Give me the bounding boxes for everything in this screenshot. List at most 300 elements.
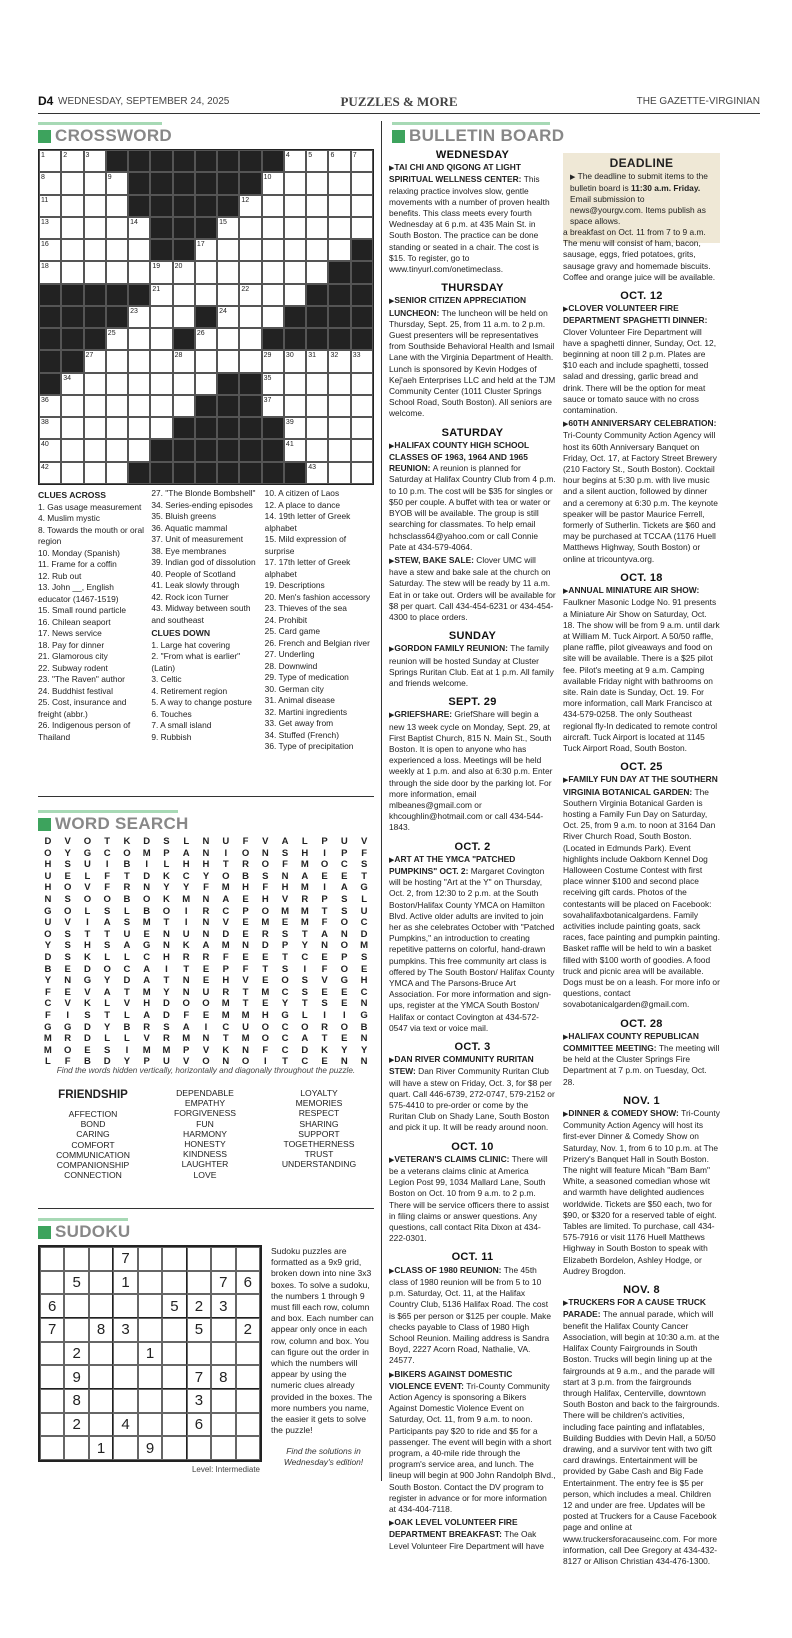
wordsearch-letter: T <box>282 951 288 963</box>
crossword-cell <box>106 373 128 395</box>
crossword-cell <box>61 261 83 283</box>
clue-across: 12. Rub out <box>38 570 82 581</box>
wordsearch-letter: P <box>321 893 328 905</box>
sudoku-cell: 3 <box>113 1318 137 1342</box>
wordsearch-letter: S <box>281 847 289 859</box>
wordlist-word: COMPANIONSHIP <box>56 1160 130 1171</box>
wordsearch-letter: P <box>242 905 249 917</box>
sudoku-cell <box>113 1294 137 1318</box>
crossword-cell <box>84 350 106 372</box>
crossword-cell <box>262 350 284 372</box>
crossword-cell <box>150 261 172 283</box>
clue-across: 25. Cost, insurance and freight (abbr.) <box>38 697 127 719</box>
sudoku-cell <box>162 1247 186 1271</box>
crossword-cell <box>84 261 106 283</box>
sudoku-cell: 6 <box>236 1271 260 1295</box>
sudoku-instructions: Sudoku puzzles are formatted as a 9x9 grid, broken down into nine 3x3 boxes. To solve a sudoku, the numbers 1 through 9 must fill each row, column and box. Each number can appear only once in each row, column and box. You can figure out the order in which the numbers will appear by using the numeric clues already provided in the boxes. The more numbers you name, the easier it gets to solve the puzzle! <box>271 1246 374 1436</box>
wordlist-word: UNDERSTANDING <box>281 1159 357 1170</box>
sudoku-cell: 5 <box>64 1271 88 1295</box>
arrow-icon: ▶ <box>563 1111 569 1119</box>
wordsearch-letter: M <box>142 986 151 998</box>
crossword-cell <box>106 195 128 217</box>
wordsearch-letter: O <box>103 893 111 905</box>
crossword-cell <box>306 261 328 283</box>
bulletin-date-heading: SATURDAY <box>441 426 504 439</box>
wordsearch-letter: U <box>83 859 91 871</box>
bulletin-item-body: The luncheon will be held on Thursday, Sept. 25, from 11 a.m. to 2 p.m. Guest presenters will be representatives from Southside Behavioral Health and Ismail Lane with the Virginia Department of Health. Lunch is sponsored by Kevin Hodges of Kej'aeh Enterprises LLC and held at the TJM Community Center (1011 Cluster Springs School Road, South Boston). All seniors are welcome. <box>389 307 556 419</box>
sudoku-cell <box>162 1271 186 1295</box>
wordsearch-letter: L <box>124 951 130 963</box>
bulletin-item-title: CLASS OF 1980 REUNION: <box>394 1264 504 1275</box>
sudoku-cell <box>64 1247 88 1271</box>
wordsearch-letter: D <box>143 836 151 847</box>
crossword-black-cell <box>61 284 83 306</box>
sudoku-cell <box>211 1436 235 1460</box>
crossword-cell <box>61 217 83 239</box>
wordsearch-letter: Y <box>103 1021 111 1033</box>
wordsearch-letter: S <box>341 893 348 905</box>
clue-down: 6. Touches <box>151 708 192 719</box>
wordsearch-letter: O <box>261 905 269 917</box>
wordsearch-letter: R <box>123 882 131 894</box>
wordsearch-letter: L <box>183 836 190 847</box>
crossword-black-cell <box>173 417 195 439</box>
bulletin-date-heading: OCT. 12 <box>620 290 663 303</box>
clue-across: 18. Pay for dinner <box>38 639 105 650</box>
clue-number: 42 <box>41 463 49 471</box>
wordsearch-letter: M <box>142 917 151 929</box>
wordsearch-letter: M <box>43 1044 52 1056</box>
clue-down: 9. Rubbish <box>151 731 192 742</box>
arrow-icon: ▶ <box>389 1267 395 1275</box>
wordsearch-letter: A <box>182 847 190 859</box>
crossword-title: CROSSWORD <box>38 126 172 146</box>
crossword-cell <box>239 328 261 350</box>
clue-number: 11 <box>41 196 49 204</box>
crossword-cell <box>39 150 61 172</box>
wordsearch-letter: U <box>242 1021 249 1033</box>
clue-across: 10. Monday (Spanish) <box>38 547 120 558</box>
clue-across: 8. Towards the mouth or oral region <box>38 524 144 546</box>
clue-number: 40 <box>41 441 49 449</box>
clue-number: 34 <box>63 374 72 382</box>
crossword-cell <box>195 328 217 350</box>
crossword-cell <box>106 261 128 283</box>
wordsearch-letter: L <box>104 951 111 963</box>
wordsearch-letter: G <box>83 847 92 859</box>
wordsearch-letter: F <box>44 1009 51 1021</box>
clue-across: 15. Small round particle <box>38 605 126 615</box>
bulletin-item-title: TRUCKERS FOR A CAUSE TRUCK PARADE: <box>563 1297 706 1320</box>
bulletin-item <box>563 585 720 754</box>
bulletin-date-heading: OCT. 28 <box>620 1017 663 1030</box>
wordsearch-letter: N <box>202 1033 210 1045</box>
wordsearch-letter: V <box>84 986 91 998</box>
wordsearch-letter: U <box>44 917 52 929</box>
sudoku-cell <box>40 1271 64 1295</box>
wordsearch-letter: E <box>262 951 269 963</box>
crossword-cell <box>284 373 306 395</box>
crossword-black-cell <box>84 328 106 350</box>
wordsearch-letter: K <box>83 951 91 963</box>
wordsearch-letter: A <box>340 882 348 894</box>
sudoku-cell <box>236 1247 260 1271</box>
crossword-cell <box>217 350 239 372</box>
wordsearch-letter: F <box>64 1056 71 1068</box>
wordsearch-letter: L <box>104 1033 111 1045</box>
wordsearch-letter: L <box>124 1009 130 1021</box>
bulletin-item <box>389 162 556 275</box>
wordsearch-letter: O <box>340 963 349 975</box>
crossword-black-cell <box>239 439 261 461</box>
wordsearch-letter: F <box>222 951 229 963</box>
arrow-icon: ▶ <box>389 1520 395 1528</box>
wordsearch-letter: S <box>281 928 289 940</box>
crossword-cell <box>284 284 306 306</box>
wordsearch-letter: M <box>142 847 151 859</box>
wordsearch-letter: I <box>86 917 89 929</box>
clue-number: 22 <box>241 285 250 293</box>
crossword-cell <box>84 462 106 484</box>
wordsearch-letter: R <box>242 859 249 871</box>
wordlist-column-1 <box>38 1088 148 1180</box>
wordsearch-letter: H <box>261 1009 269 1021</box>
crossword-black-cell <box>84 306 106 328</box>
wordsearch-letter: U <box>222 836 230 847</box>
wordsearch-letter: I <box>184 905 188 917</box>
wordsearch-letter: N <box>64 975 72 987</box>
sudoku-cell <box>113 1342 137 1366</box>
bulletin-item-body: GriefShare will begin a new 13 week cycle on Monday, Sept. 29, at First Baptist Church, 815 N. Main St., South Boston. It is open to anyone who has experienced a loss. Meetings will be held weekly at 1 p.m. and also at 6:30 p.m. Enter through the side door by the parking lot. For more information, email mlbeanes@gmail.com or khcoughlin@hotmail.com or call 434-544-1843. <box>389 709 553 833</box>
wordsearch-letter: P <box>341 847 348 859</box>
wordsearch-letter: D <box>83 963 91 975</box>
crossword-cell <box>351 373 373 395</box>
wordsearch-title: WORD SEARCH <box>38 814 189 834</box>
crossword-cell <box>106 350 128 372</box>
crossword-black-cell <box>61 306 83 328</box>
wordsearch-letter: E <box>341 986 348 998</box>
clue-number: 21 <box>152 285 161 293</box>
crossword-black-cell <box>195 195 217 217</box>
wordsearch-letter: H <box>83 940 91 952</box>
crossword-black-cell <box>217 395 239 417</box>
crossword-cell <box>128 395 150 417</box>
wordsearch-letter: M <box>300 905 309 917</box>
bulletin-date-heading: NOV. 8 <box>623 1284 660 1297</box>
sudoku-cell <box>138 1365 162 1389</box>
wordlist-word: HARMONY <box>183 1128 227 1139</box>
wordsearch-letter: T <box>104 1009 111 1021</box>
wordsearch-letter: I <box>323 1009 326 1021</box>
wordsearch-letter: U <box>44 870 52 882</box>
bulletin-item-title: GORDON FAMILY REUNION: <box>394 643 511 654</box>
crossword-cell <box>61 395 83 417</box>
crossword-cell <box>84 373 106 395</box>
sudoku-level: Level: Intermediate <box>191 1465 260 1474</box>
bulletin-date-heading: OCT. 25 <box>620 761 663 774</box>
wordsearch-letter: V <box>281 893 289 905</box>
wordsearch-letter: I <box>263 1056 267 1068</box>
wordsearch-letter: D <box>103 1056 111 1068</box>
bulletin-date-heading: SUNDAY <box>448 630 497 643</box>
wordlist-word: TRUST <box>304 1149 334 1160</box>
wordsearch-letter: M <box>182 1033 191 1045</box>
crossword-cell <box>150 417 172 439</box>
clue-across: 17. News service <box>38 628 102 638</box>
crossword-cell <box>61 417 83 439</box>
sudoku-cell <box>211 1318 235 1342</box>
crossword-cell <box>128 217 150 239</box>
crossword-cell <box>217 261 239 283</box>
crossword-black-cell <box>239 462 261 484</box>
wordsearch-letter: T <box>301 928 308 940</box>
crossword-cell <box>284 261 306 283</box>
wordsearch-letter: N <box>163 940 170 952</box>
clue-down: 12. A place to dance <box>264 499 341 510</box>
sudoku-cell <box>89 1413 113 1437</box>
clue-down: 23. Thieves of the sea <box>264 603 347 613</box>
clue-across: 4. Muslim mystic <box>38 513 100 523</box>
wordlist-word: KINDNESS <box>183 1149 227 1160</box>
crossword-cell <box>328 239 350 261</box>
section-rule <box>38 796 374 797</box>
crossword-cell <box>39 462 61 484</box>
crossword-black-cell <box>217 150 239 172</box>
wordsearch-letter: C <box>222 905 230 917</box>
wordsearch-letter: E <box>321 986 328 998</box>
crossword-black-cell <box>351 328 373 350</box>
wordsearch-letter: R <box>202 905 210 917</box>
clue-number: 38 <box>41 419 49 427</box>
sudoku-cell: 1 <box>89 1436 113 1460</box>
sudoku-cell <box>211 1247 235 1271</box>
wordsearch-letter: E <box>242 951 249 963</box>
wordsearch-letter: F <box>361 847 368 859</box>
clue-across: 41. Leak slowly through <box>151 580 240 590</box>
wordsearch-letter: Y <box>163 882 170 894</box>
crossword-cell <box>262 172 284 194</box>
wordsearch-letter: D <box>123 975 131 987</box>
wordsearch-letter: L <box>301 1009 308 1021</box>
clue-number: 37 <box>263 396 272 404</box>
wordsearch-letter: T <box>84 928 91 940</box>
wordsearch-letter: G <box>143 940 151 952</box>
clue-across: 24. Buddhist festival <box>38 685 113 696</box>
wordsearch-letter: Y <box>44 975 52 987</box>
crossword-cell <box>84 439 106 461</box>
crossword-black-cell <box>106 284 128 306</box>
sudoku-title-bar <box>38 1218 128 1221</box>
sudoku-cell <box>89 1294 113 1318</box>
wordsearch-letter: S <box>64 928 71 940</box>
crossword-black-cell <box>173 172 195 194</box>
bulletin-item-body: The annual parade, which will benefit the Halifax County Cancer Association, will begin at 10:30 a.m. at the Halifax County Fairgrounds in South Boston. Trucks will begin lining up at the fairgrounds at 9 a.m., and the parade will start at 3 p.m. from the fairgrounds through Halifax, Centerville, downtown South Boston and back to the fairgrounds. There will be children's activities, including face painting and inflatables, Building Buddies with Devin Hall, a 50/50 drawing, and a survivor tent with two gift card drawings. Entertainment will be provided by Gabe Cash and Big Fade Entertainment. The entry fee is $5 per person, which includes a meal. Children 12 and under are free. Updates will be posted at Truckers for a Cause Facebook page and online at www.truckersforacauseinc.com. For more information, call Dee Gregory at 434-432-8127 or Allison Christian 434-476-1300. <box>563 1309 720 1566</box>
wordsearch-letter: P <box>222 963 229 975</box>
bulletin-title-bar <box>392 122 550 125</box>
bulletin-item-title: OAK LEVEL VOLUNTEER FIRE DEPARTMENT BREAKFAST: <box>389 1517 518 1540</box>
crossword-cell <box>61 373 83 395</box>
crossword-cell <box>106 462 128 484</box>
wordlist-word: HONESTY <box>184 1139 226 1150</box>
crossword-black-cell <box>106 306 128 328</box>
wordsearch-letter: E <box>84 1044 91 1056</box>
sudoku-cell <box>162 1365 186 1389</box>
bulletin-item-body: Tri-County Community Action Agency will host its first-ever Dinner & Comedy Show on Saturday, Nov. 1, from 6 to 10 p.m. at The Prizery's Banquet Hall in South Boston. The night will feature Micah "Bam Bam" White, a seasoned comedian whose wit and warmth have delighted audiences worldwide. Tickets are $50 each, two for $90, or $320 for a reserved table of eight. Tables are limited. To purchase, call 434-575-7916 or visit 1176 Huell Matthews Highway in South Boston to speak with Elizabeth Bordelon, Ashley Hodge, or Audrey Brogdon. <box>563 1108 720 1276</box>
wordsearch-letter: T <box>301 998 308 1010</box>
wordsearch-letter: S <box>84 1009 91 1021</box>
crossword-black-cell <box>173 195 195 217</box>
bulletin-item-title: HALIFAX COUNTY HIGH SCHOOL CLASSES OF 1963, 1964 AND 1965 REUNION: <box>389 439 530 474</box>
wordsearch-letter: S <box>360 951 368 963</box>
arrow-icon: ▶ <box>563 306 569 314</box>
wordsearch-letter: S <box>341 905 348 917</box>
arrow-icon: ▶ <box>563 1300 569 1308</box>
sudoku-cell <box>89 1271 113 1295</box>
crossword-black-cell <box>106 150 128 172</box>
deadline-title: DEADLINE <box>609 156 674 170</box>
wordsearch-letter: D <box>301 1044 309 1056</box>
crossword-black-cell <box>173 328 195 350</box>
wordsearch-letter: R <box>321 1021 329 1033</box>
crossword-black-cell <box>262 150 284 172</box>
wordlist-word: CONNECTION <box>64 1170 122 1181</box>
crossword-black-cell <box>195 417 217 439</box>
sudoku-cell: 9 <box>138 1436 162 1460</box>
crossword-cell <box>106 239 128 261</box>
wordsearch-letter: L <box>124 905 130 917</box>
wordsearch-letter: V <box>123 998 131 1010</box>
clue-number: 3 <box>85 152 90 159</box>
crossword-cell <box>262 284 284 306</box>
section-square-icon <box>38 818 51 831</box>
sudoku-cell <box>40 1413 64 1437</box>
wordsearch-letter: T <box>163 917 170 929</box>
wordsearch-letter: E <box>321 870 328 882</box>
crossword-black-cell <box>217 417 239 439</box>
wordsearch-letter: E <box>321 1056 328 1068</box>
crossword-black-cell <box>84 284 106 306</box>
bulletin-item-body: The Southern Virginia Botanical Garden is hosting a Family Fun Day on Saturday, Oct. 25, from 9 a.m. to noon at 3164 Dan River Church Road, South Boston. (Located in Edmunds Park). Event highlights include Oakborn Kennel Dog Halloween Costume Contest with first place winner $100 and second place receiving gift cards. Photos of the contestants will be placed on Facebook: sovahalifaxbotanicalgardens. Family activities include painting goats, sack races, face painting and pumpkin painting. Basket raffle will be held to win a basket filled with $100 worth of goodies. A food truck and picnic area will be available. Dogs must be on a leash. For more info or questions, contact sovabotanicalgarden@gmail.com. <box>563 786 720 1010</box>
wordsearch-letter: V <box>242 975 249 987</box>
wordsearch-letter: R <box>163 1033 170 1045</box>
sudoku-cell <box>89 1365 113 1389</box>
clue-number: 27 <box>85 352 94 360</box>
wordsearch-letter: O <box>63 905 72 917</box>
crossword-cell <box>306 195 328 217</box>
crossword-black-cell <box>173 150 195 172</box>
crossword-cell <box>328 462 350 484</box>
crossword-cell <box>173 306 195 328</box>
wordsearch-letter: H <box>44 882 52 894</box>
wordsearch-letter: O <box>340 917 349 929</box>
wordsearch-letter: M <box>221 1009 230 1021</box>
wordsearch-letter: F <box>262 1044 269 1056</box>
wordsearch-letter: I <box>145 859 149 871</box>
wordsearch-letter: P <box>281 940 289 952</box>
wordsearch-letter: S <box>262 870 269 882</box>
wordsearch-letter: O <box>83 893 92 905</box>
bulletin-item <box>389 854 556 1034</box>
wordsearch-letter: D <box>44 836 52 847</box>
crossword-cell <box>306 217 328 239</box>
bulletin-date-heading: SEPT. 29 <box>448 696 497 709</box>
clue-number: 43 <box>308 463 316 471</box>
clue-number: 31 <box>308 352 316 360</box>
crossword-black-cell <box>195 172 217 194</box>
wordsearch-title-bar <box>38 810 178 813</box>
wordsearch-letter: I <box>66 1009 69 1021</box>
crossword-black-cell <box>128 462 150 484</box>
wordsearch-letter: O <box>44 928 52 940</box>
crossword-cell <box>262 373 284 395</box>
clue-across: 21. Glamorous city <box>38 651 108 661</box>
wordsearch-letter: O <box>222 870 230 882</box>
wordsearch-letter: F <box>104 882 111 894</box>
crossword-cell <box>128 373 150 395</box>
arrow-icon: ▶ <box>570 174 576 181</box>
crossword-cell <box>328 417 350 439</box>
bulletin-item-body: Clover UMC will have a stew and bake sale at the church on Saturday. The stew will be ready by 11 a.m. Eat in or take out. Orders will be available for $8 per quart. Call 434-454-6231 or 434-454-4300 to place orders. <box>389 554 556 622</box>
wordsearch-letter: I <box>323 847 326 859</box>
crossword-cell <box>61 462 83 484</box>
sudoku-cell: 6 <box>187 1413 211 1437</box>
clues-across-heading: CLUES ACROSS <box>38 490 106 500</box>
wordsearch-letter: Y <box>281 998 289 1010</box>
wordsearch-letter: I <box>323 882 326 894</box>
clue-down: 2. "From what is earlier" (Latin) <box>151 651 241 673</box>
crossword-cell <box>173 261 195 283</box>
crossword-cell <box>106 417 128 439</box>
wordsearch-letter: K <box>123 836 131 847</box>
crossword-cell <box>106 172 128 194</box>
sudoku-cell <box>236 1389 260 1413</box>
clue-number: 28 <box>174 352 183 360</box>
wordsearch-letter: E <box>341 870 348 882</box>
sudoku-cell <box>162 1318 186 1342</box>
sudoku-cell: 5 <box>187 1318 211 1342</box>
issue-date: WEDNESDAY, SEPTEMBER 24, 2025 <box>58 96 230 107</box>
crossword-cell <box>217 328 239 350</box>
wordsearch-letter: E <box>341 1033 348 1045</box>
wordsearch-letter: U <box>340 836 348 847</box>
crossword-cell <box>84 417 106 439</box>
arrow-icon: ▶ <box>389 298 395 306</box>
wordlist-word: SUPPORT <box>298 1128 340 1139</box>
crossword-cell <box>239 195 261 217</box>
wordsearch-letter: T <box>242 998 249 1010</box>
crossword-cell <box>173 350 195 372</box>
wordsearch-letter: P <box>341 951 348 963</box>
crossword-black-cell <box>195 462 217 484</box>
crossword-black-cell <box>217 172 239 194</box>
wordsearch-letter: O <box>340 940 349 952</box>
wordsearch-letter: H <box>261 893 269 905</box>
wordsearch-letter: R <box>222 986 230 998</box>
clue-down: 24. Prohibit <box>264 614 308 625</box>
wordsearch-letter: K <box>321 1044 329 1056</box>
crossword-cell <box>239 284 261 306</box>
bulletin-item-title: VETERAN'S CLAIMS CLINIC: <box>394 1153 512 1164</box>
sudoku-cell <box>40 1342 64 1366</box>
wordlist-column-3 <box>264 1088 374 1170</box>
wordsearch-letter: U <box>202 986 210 998</box>
crossword-black-cell <box>306 306 328 328</box>
wordsearch-letter: T <box>321 1033 328 1045</box>
wordsearch-letter: C <box>360 986 368 998</box>
crossword-black-cell <box>128 172 150 194</box>
crossword-cell <box>284 350 306 372</box>
wordsearch-letter: P <box>183 1044 190 1056</box>
